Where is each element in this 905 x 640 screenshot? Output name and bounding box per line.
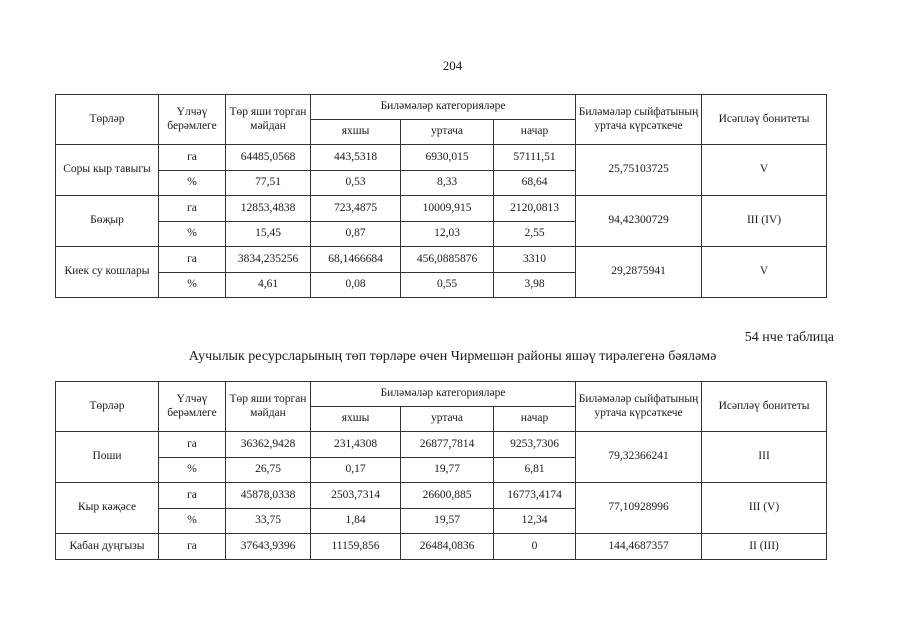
quality-cell: 25,75103725 — [576, 145, 702, 196]
header-medium: уртача — [401, 120, 494, 145]
area-cell: 15,45 — [226, 222, 311, 247]
header-poor: начар — [494, 407, 576, 432]
poor-cell: 9253,7306 — [494, 432, 576, 458]
quality-cell: 79,32366241 — [576, 432, 702, 483]
area-cell: 3834,235256 — [226, 247, 311, 273]
good-cell: 0,17 — [311, 458, 401, 483]
poor-cell: 68,64 — [494, 171, 576, 196]
good-cell: 2503,7314 — [311, 483, 401, 509]
medium-cell: 10009,915 — [401, 196, 494, 222]
unit-cell: га — [159, 483, 226, 509]
medium-cell: 19,57 — [401, 509, 494, 534]
header-categories: Биләмәләр категорияләре — [311, 382, 576, 407]
header-unit: Үлчәү берәмлеге — [159, 382, 226, 432]
bonitet-cell: III (IV) — [702, 196, 827, 247]
quality-cell: 144,4687357 — [576, 534, 702, 560]
poor-cell: 2120,0813 — [494, 196, 576, 222]
good-cell: 443,5318 — [311, 145, 401, 171]
unit-cell: % — [159, 509, 226, 534]
header-unit: Үлчәү берәмлеге — [159, 95, 226, 145]
header-area: Төр яши торган мәйдан — [226, 95, 311, 145]
good-cell: 231,4308 — [311, 432, 401, 458]
page-number: 204 — [442, 58, 463, 73]
unit-cell: га — [159, 534, 226, 560]
medium-cell: 26484,0836 — [401, 534, 494, 560]
poor-cell: 16773,4174 — [494, 483, 576, 509]
good-cell: 68,1466684 — [311, 247, 401, 273]
habitat-table-2 — [55, 381, 827, 560]
good-cell: 723,4875 — [311, 196, 401, 222]
table-row — [56, 145, 827, 171]
bonitet-cell: III — [702, 432, 827, 483]
poor-cell: 57111,51 — [494, 145, 576, 171]
species-name: Киек су кошлары — [56, 247, 159, 298]
unit-cell: % — [159, 273, 226, 298]
bonitet-cell: V — [702, 247, 827, 298]
medium-cell: 456,0885876 — [401, 247, 494, 273]
header-kind: Төрләр — [56, 95, 159, 145]
good-cell: 0,53 — [311, 171, 401, 196]
medium-cell: 0,55 — [401, 273, 494, 298]
header-bonitet: Исәпләү бонитеты — [702, 95, 827, 145]
medium-cell: 6930,015 — [401, 145, 494, 171]
poor-cell: 0 — [494, 534, 576, 560]
bonitet-cell: II (III) — [702, 534, 827, 560]
header-medium: уртача — [401, 407, 494, 432]
quality-cell: 29,2875941 — [576, 247, 702, 298]
bonitet-cell: III (V) — [702, 483, 827, 534]
species-name: Бөҗыр — [56, 196, 159, 247]
table-row — [56, 483, 827, 509]
good-cell: 1,84 — [311, 509, 401, 534]
table-number: 54 нче таблица — [744, 330, 834, 345]
poor-cell: 3310 — [494, 247, 576, 273]
species-name: Поши — [56, 432, 159, 483]
area-cell: 45878,0338 — [226, 483, 311, 509]
medium-cell: 26877,7814 — [401, 432, 494, 458]
header-good: яхшы — [311, 120, 401, 145]
species-name: Кыр кәҗәсе — [56, 483, 159, 534]
poor-cell: 3,98 — [494, 273, 576, 298]
header-quality: Биләмәләр сыйфатының уртача күрсәткече — [576, 95, 702, 145]
header-good: яхшы — [311, 407, 401, 432]
header-bonitet: Исәпләү бонитеты — [702, 382, 827, 432]
area-cell: 64485,0568 — [226, 145, 311, 171]
header-categories: Биләмәләр категорияләре — [311, 95, 576, 120]
medium-cell: 12,03 — [401, 222, 494, 247]
medium-cell: 26600,885 — [401, 483, 494, 509]
area-cell: 12853,4838 — [226, 196, 311, 222]
area-cell: 37643,9396 — [226, 534, 311, 560]
poor-cell: 12,34 — [494, 509, 576, 534]
area-cell: 77,51 — [226, 171, 311, 196]
area-cell: 36362,9428 — [226, 432, 311, 458]
good-cell: 0,87 — [311, 222, 401, 247]
unit-cell: % — [159, 171, 226, 196]
poor-cell: 6,81 — [494, 458, 576, 483]
table-row — [56, 534, 827, 560]
species-name: Соры кыр тавыгы — [56, 145, 159, 196]
area-cell: 33,75 — [226, 509, 311, 534]
unit-cell: % — [159, 222, 226, 247]
unit-cell: га — [159, 432, 226, 458]
header-poor: начар — [494, 120, 576, 145]
area-cell: 4,61 — [226, 273, 311, 298]
bonitet-cell: V — [702, 145, 827, 196]
header-quality: Биләмәләр сыйфатының уртача күрсәткече — [576, 382, 702, 432]
unit-cell: % — [159, 458, 226, 483]
area-cell: 26,75 — [226, 458, 311, 483]
poor-cell: 2,55 — [494, 222, 576, 247]
header-area: Төр яши торган мәйдан — [226, 382, 311, 432]
good-cell: 11159,856 — [311, 534, 401, 560]
medium-cell: 19,77 — [401, 458, 494, 483]
good-cell: 0,08 — [311, 273, 401, 298]
table-row — [56, 247, 827, 273]
header-kind: Төрләр — [56, 382, 159, 432]
table-caption: Аучылык ресурсларының төп төрләре өчен Чирмешән районы яшәү тирәлегенә бәяләмә — [188, 349, 717, 364]
species-name: Кабан дуңгызы — [56, 534, 159, 560]
unit-cell: га — [159, 145, 226, 171]
quality-cell: 94,42300729 — [576, 196, 702, 247]
unit-cell: га — [159, 247, 226, 273]
table-row — [56, 432, 827, 458]
medium-cell: 8,33 — [401, 171, 494, 196]
table-row — [56, 196, 827, 222]
quality-cell: 77,10928996 — [576, 483, 702, 534]
habitat-table-1 — [55, 94, 827, 298]
unit-cell: га — [159, 196, 226, 222]
